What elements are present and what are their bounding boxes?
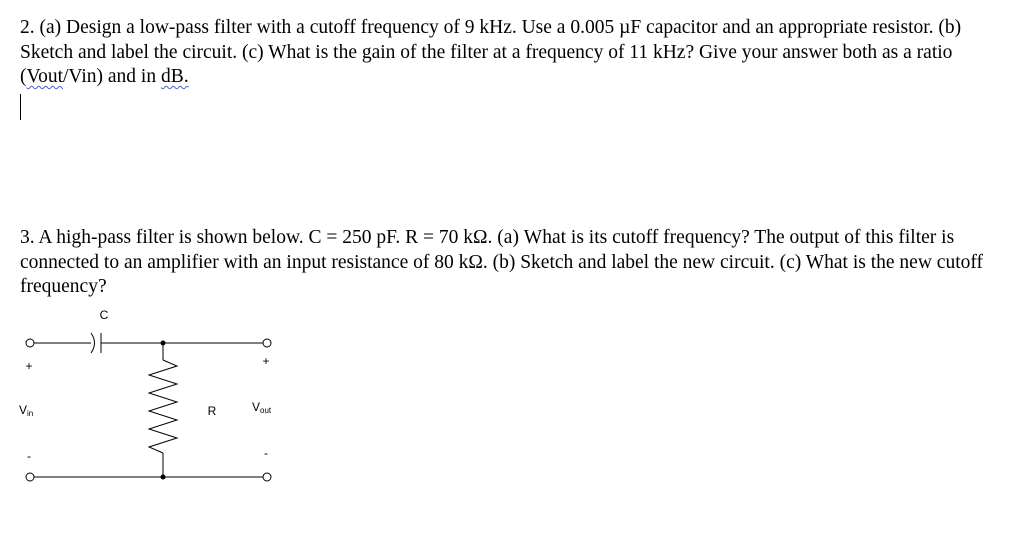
question-2-text-mid: /Vin) and in: [63, 66, 161, 87]
resistor-label: R: [207, 404, 217, 418]
question-2: [20, 16, 1010, 90]
text-cursor: [20, 94, 21, 120]
vin-subscript: in: [27, 409, 34, 418]
input-terminal-bottom: [26, 473, 34, 481]
spellcheck-db[interactable]: dB.: [160, 66, 189, 87]
question-2-text-before: 2. (a) Design a low-pass filter with a cutoff frequency of 9 kHz. Use a 0.005 µF capacitor and an appropriate resistor. (b) Sketch and label the circuit. (c) What is the gain of the filter at a frequency of 11 kHz? Give your answer both as a ratio (: [20, 17, 962, 87]
vout-main: V: [252, 400, 261, 414]
capacitor-label: C: [99, 308, 109, 322]
capacitor-curved-plate: [91, 333, 95, 353]
output-terminal-bottom: [263, 473, 271, 481]
input-minus-sign: -: [27, 449, 31, 463]
resistor-zigzag: [149, 360, 177, 453]
vin-main: V: [19, 403, 28, 417]
output-terminal-top: [263, 339, 271, 347]
vout-label: [252, 400, 272, 415]
input-plus-sign: +: [25, 359, 33, 373]
vout-subscript: out: [260, 406, 272, 415]
high-pass-filter-diagram: [0, 300, 300, 500]
vin-label: [19, 403, 33, 418]
question-3: 3. A high-pass filter is shown below. C = 250 pF. R = 70 kΩ. (a) What is its cutoff frequency? The output of this filter is connected to an amplifier with an input resistance of 80 kΩ. (b) Sketch and label the new circuit. (c) What is the new cutoff frequency?: [20, 227, 983, 297]
output-plus-sign: +: [262, 354, 270, 368]
spellcheck-vout[interactable]: Vout: [26, 66, 63, 87]
output-minus-sign: -: [264, 446, 268, 460]
input-terminal-top: [26, 339, 34, 347]
